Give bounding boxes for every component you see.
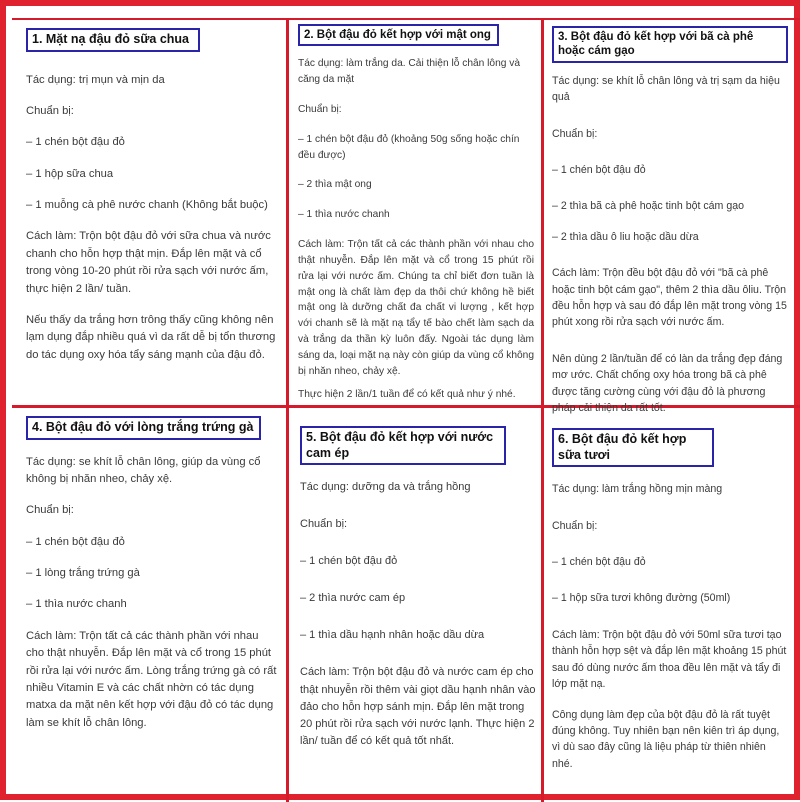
note-text: Công dụng làm đẹp của bột đậu đỏ là rất tuyệt đúng không. Tuy nhiên bạn nên kiên trì áp dụng, vì dù sao đây cũng là liệu pháp từ thiên nhiên nhé. xyxy=(552,708,780,770)
section-effect: Tác dụng: làm trắng hồng mịn màng xyxy=(552,483,723,496)
ingredient-item: – 1 chén bột đậu đỏ xyxy=(300,555,398,568)
ingredient-item: – 2 thìa mật ong xyxy=(298,179,372,191)
ingredient-item: – 1 thìa nước chanh xyxy=(298,209,390,221)
recipe-section-3 xyxy=(552,26,788,415)
method-text: Cách làm: Trộn tất cả các thành phần với nhau cho thật nhuyễn. Đắp lên mặt và cổ trong 15 phút rồi rửa lại với nước ấm. Lòng trắng trứng gà có rất nhiều Vitamin E và các chất nhờn có tác dụng matxa da mặt nên kết hợp với đậu đỏ có tác dụng làm se khít lỗ chân lông. xyxy=(26,629,277,729)
ingredient-item: – 1 chén bột đậu đỏ xyxy=(552,556,646,569)
section-effect: Tác dụng: trị mụn và mịn da xyxy=(26,73,165,86)
ingredient-item: – 1 thìa nước chanh xyxy=(26,598,127,611)
section-title: 5. Bột đậu đỏ kết hợp với nước cam ép xyxy=(300,426,506,465)
prep-label: Chuẩn bị: xyxy=(26,504,74,517)
ingredient-item: – 1 hộp sữa tươi không đường (50ml) xyxy=(552,592,731,605)
note-text: Nên dùng 2 lần/tuần để có làn da trắng đẹp đáng mơ ước. Chất chống oxy hóa trong bã cà phê được tăng cường cùng với đậu đỏ là phương pháp cải thiện da rất tốt. xyxy=(552,352,783,415)
prep-label: Chuẩn bị: xyxy=(298,104,342,115)
prep-label: Chuẩn bị: xyxy=(300,518,348,531)
section-effect: Tác dụng: se khít lỗ chân lông, giúp da vùng cổ không bị nhăn nheo, chảy xệ. xyxy=(26,455,261,485)
section-title: 3. Bột đậu đỏ kết hợp với bã cà phê hoặc cám gạo xyxy=(552,26,788,63)
ingredient-item: – 1 thìa dầu hạnh nhân hoặc dầu dừa xyxy=(300,629,485,642)
recipe-section-1 xyxy=(26,28,278,400)
note-text: Nếu thấy da trắng hơn trông thấy cũng không nên lạm dụng đắp nhiều quá vì da rất dễ bị tổn thương do tác dụng oxy hóa tẩy sáng mạnh của đậu đỏ. xyxy=(26,313,276,361)
method-text: Cách làm: Trộn bột đậu đỏ với sữa chua và nước chanh cho hỗn hợp thật mịn. Đắp lên mặt và cổ trong vòng 10-20 phút rồi rửa sạch với nước ấm, thực hiện 2 lần/ tuần. xyxy=(26,230,271,295)
section-title: 4. Bột đậu đỏ với lòng trắng trứng gà xyxy=(26,416,261,440)
section-effect: Tác dụng: làm trắng da. Cải thiện lỗ chân lông và căng da mặt xyxy=(298,58,520,86)
recipe-section-6 xyxy=(552,428,788,798)
method-text: Cách làm: Trộn tất cả các thành phần với nhau cho thật nhuyễn. Đắp lên mặt và cổ trong 15 phút rồi rửa lại với nước ấm. Chúng ta chỉ biết đơn tuần là mật ong là chất làm đẹp da thôi chứ không hề biết mật ong là dưỡng chất đa chất vi lượng , kết hợp với chanh sẽ là mặt nạ tẩy tế bào chết làm sạch da và trắng da thần kỳ luôn đấy. Ngoài tác dụng làm sáng da, loại mặt nạ này còn giúp da vùng cổ không bị nhăn nheo, chảy xệ. xyxy=(298,239,534,377)
ingredient-item: – 1 lòng trắng trứng gà xyxy=(26,567,140,580)
prep-label: Chuẩn bị: xyxy=(26,104,74,117)
section-title: 1. Mặt nạ đậu đỏ sữa chua xyxy=(26,28,200,52)
column-divider xyxy=(541,18,544,802)
column-divider xyxy=(286,18,289,802)
ingredient-item: – 1 chén bột đậu đỏ xyxy=(552,163,646,176)
ingredient-item: – 2 thìa nước cam ép xyxy=(300,592,406,605)
ingredient-item: – 2 thìa bã cà phê hoặc tinh bột cám gạo xyxy=(552,200,745,213)
ingredient-item: – 1 muỗng cà phê nước chanh (Không bắt buộc) xyxy=(26,199,268,212)
recipe-section-5 xyxy=(300,426,536,798)
recipe-section-4 xyxy=(26,416,278,798)
ingredient-item: – 1 chén bột đậu đỏ xyxy=(26,535,125,548)
method-text: Cách làm: Trộn đều bột đậu đỏ với "bã cà phê hoặc tinh bột cám gạo", thêm 2 thìa dầu ôliu. Trộn đều hỗn hợp và sau đó đắp lên mặt trong vòng 15 phút xong rồi rửa sạch với nước ấm. xyxy=(552,267,787,329)
prep-label: Chuẩn bị: xyxy=(552,519,598,532)
ingredient-item: – 2 thìa dầu ô liu hoặc dầu dừa xyxy=(552,230,699,243)
ingredient-item: – 1 chén bột đậu đỏ (khoảng 50g sống hoặc chín đều được) xyxy=(298,133,520,161)
section-effect: Tác dụng: se khít lỗ chân lông và trị sạm da hiệu quả xyxy=(552,74,780,104)
ingredient-item: – 1 chén bột đậu đỏ xyxy=(26,136,125,149)
method-text: Cách làm: Trộn bột đậu đỏ và nước cam ép cho thật nhuyễn rồi thêm vài giọt dầu hạnh nhân vào đảo cho hỗn hợp sánh mịn. Đắp lên mặt trong 20 phút rồi rửa sạch với nước lạnh. Thực hiện 2 lần/ tuần để có kết quả tốt nhất. xyxy=(300,666,536,747)
ingredient-item: – 1 hộp sữa chua xyxy=(26,167,114,180)
prep-label: Chuẩn bị: xyxy=(552,127,598,140)
section-title: 6. Bột đậu đỏ kết hợp sữa tươi xyxy=(552,428,714,467)
method-text: Cách làm: Trộn bột đậu đỏ với 50ml sữa tươi tạo thành hỗn hợp sệt và đắp lên mặt khoảng 15 phút sau đó dùng nước ấm thoa đều lên mặt và tẩy đi lớp mặt nạ. xyxy=(552,628,787,691)
top-divider xyxy=(12,18,800,20)
recipe-section-2 xyxy=(298,24,534,400)
section-effect: Tác dụng: dưỡng da và trắng hồng xyxy=(300,481,471,494)
section-title: 2. Bột đậu đỏ kết hợp với mật ong xyxy=(298,24,499,46)
note-text: Thực hiện 2 lần/1 tuần để có kết quả như ý nhé. xyxy=(298,389,516,401)
